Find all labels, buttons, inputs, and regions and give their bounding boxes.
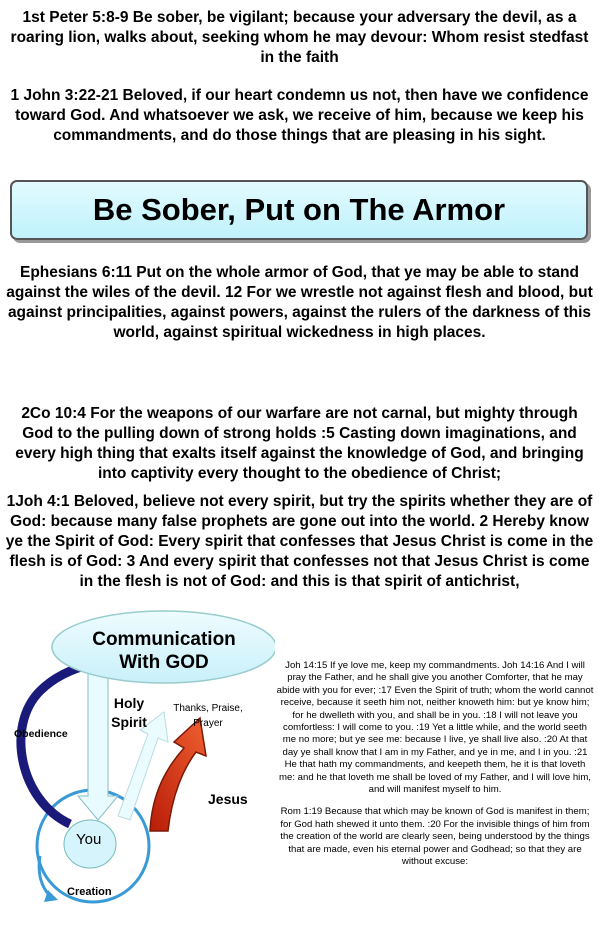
verse-john-14: Joh 14:15 If ye love me, keep my commandments. Joh 14:16 And I will pray the Father, and he shall give you another Comforter, that he may abide with you for ever; :17 Even the Spirit of truth; whom the world cannot receive, because it seeth him not, neither knoweth him: but ye know him; for he dwelleth with you, and shall be in you. :18 I will not leave you comfortless: I will come to you. :19 Yet a little while, and the world seeth me no more; but ye see me: because I live, ye shall live also. :20 At that day ye shall know that I am in my Father, and ye in me, and I in you. :21 He that hath my commandments, and keepeth them, he it is that loveth me: and he that loveth me shall be loved of my Father, and I will love him, and will manifest myself to him. <box>276 660 594 796</box>
verse-1-peter: 1st Peter 5:8-9 Be sober, be vigilant; because your adversary the devil, as a roaring lion, walks about, seeking whom he may devour: Whom resist stedfast in the faith <box>10 9 589 66</box>
title-banner <box>10 180 588 240</box>
verse-1-john-4: 1Joh 4:1 Beloved, believe not every spirit, but try the spirits whether they are of God: because many false prophets are gone out into the world. 2 Hereby know ye the Spirit of God: Every spirit that confesses that Jesus Christ is come in the flesh is of God: 3 And every spirit that confesses not that Jesus Christ is come in the flesh is not of God: and this is that spirit of antichrist, <box>5 493 594 590</box>
verse-ephesians: Ephesians 6:11 Put on the whole armor of God, that ye may be able to stand against the wiles of the devil. 12 For we wrestle not against flesh and blood, but against principalities, against powers, against the rulers of the darkness of this world, against spiritual wickedness in high places. <box>6 264 593 341</box>
obedience-label: Obedience <box>14 728 68 740</box>
title-text: Be Sober, Put on The Armor <box>92 192 506 227</box>
you-label: You <box>76 831 102 848</box>
verse-1-john-3: 1 John 3:22-21 Beloved, if our heart condemn us not, then have we confidence toward God. And whatsoever we ask, we receive of him, because we keep his commandments, and do those things that are pleasing in his sight. <box>10 87 589 144</box>
communication-title: Communication With GOD <box>92 629 236 673</box>
creation-label: Creation <box>67 886 112 898</box>
communication-diagram <box>0 606 275 926</box>
jesus-label: Jesus <box>208 791 248 807</box>
verse-2-corinthians: 2Co 10:4 For the weapons of our warfare are not carnal, but mighty through God to the pulling down of strong holds :5 Casting down imaginations, and every high thing that exalts itself against the knowledge of God, and bringing into captivity every thought to the obedience of Christ; <box>15 405 584 482</box>
side-scripture <box>276 660 594 869</box>
verse-romans-1: Rom 1:19 Because that which may be known of God is manifest in them; for God hath shewed it unto them. :20 For the invisible things of him from the creation of the world are clearly seen, being understood by the things that are made, even his eternal power and Godhead; so that they are without excuse: <box>280 806 590 868</box>
thanks-praise-prayer-label: Thanks, Praise, Prayer <box>173 703 243 729</box>
holy-spirit-arrow <box>78 666 118 820</box>
holy-spirit-label: Holy Spirit <box>111 695 147 730</box>
